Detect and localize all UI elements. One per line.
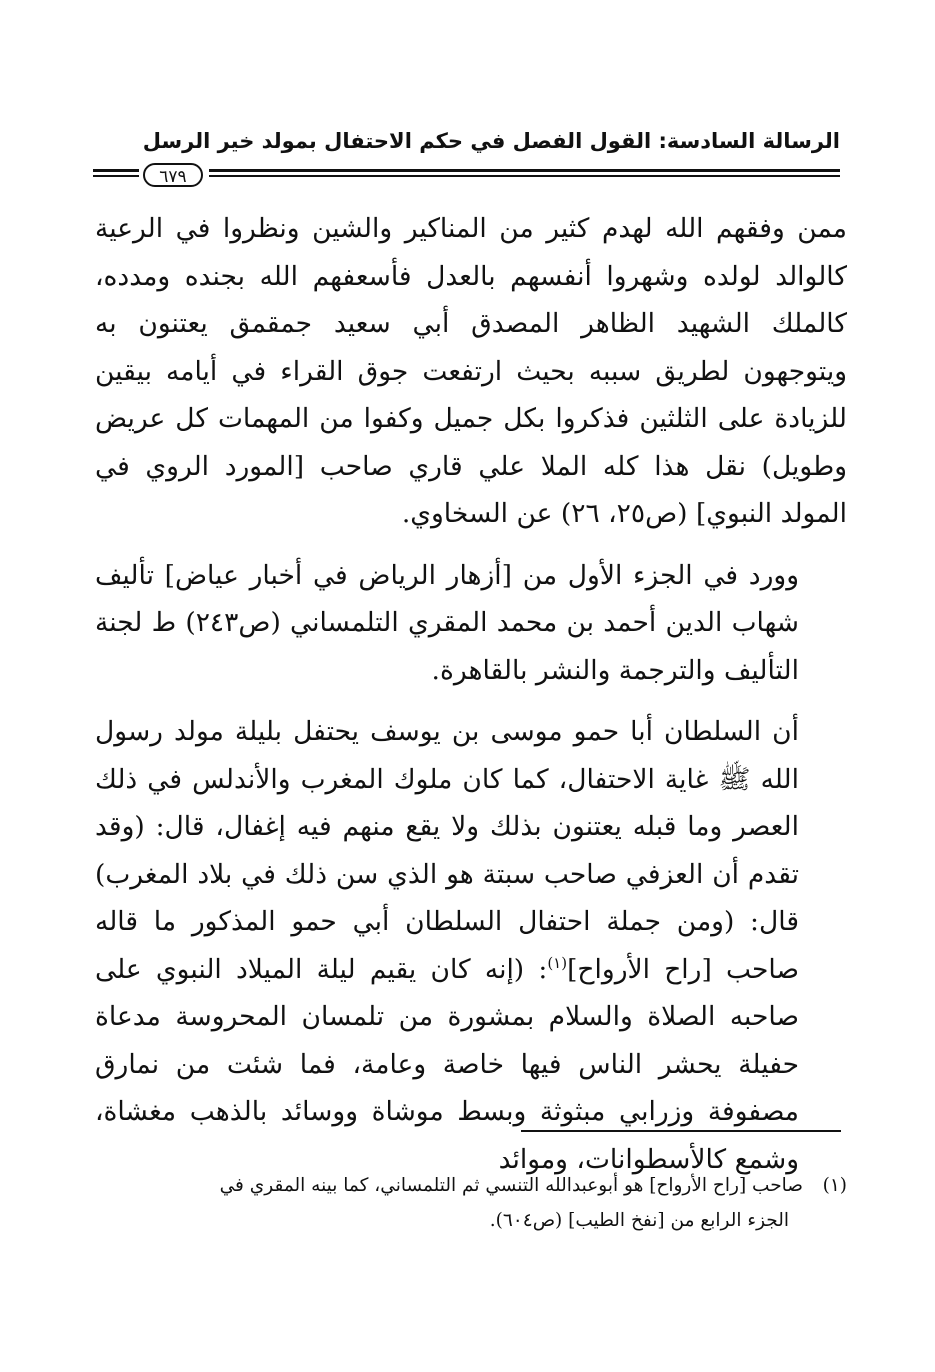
footnote-1	[95, 1168, 847, 1238]
page-number: ٦٧٩	[143, 163, 203, 187]
paragraph-3-part-2: : (إنه كان يقيم ليلة الميلاد النبوي على صاحبه الصلاة والسلام بمشورة من تلمسان المحروسة مدعاة حفيلة يحشر الناس فيها خاصة وعامة، فما شئت من نمارق مصفوفة وزرابي مبثوثة وبسط موشاة ووسائد بالذهب مغشاة، وشمع كالأسطوانات، وموائد	[95, 953, 799, 1175]
running-title: الرسالة السادسة: القول الفصل في حكم الاحتفال بمولد خير الرسل	[142, 129, 840, 153]
rule-left-thin	[93, 175, 139, 177]
rule-left-thick	[93, 169, 139, 172]
main-text	[95, 205, 847, 1183]
header-rule	[93, 163, 840, 189]
footnote-line-2: الجزء الرابع من [نفخ الطيب] (ص٦٠٤).	[489, 1210, 789, 1231]
paragraph-3	[95, 708, 847, 1183]
footnote-line-1	[95, 1168, 847, 1203]
paragraph-2: وورد في الجزء الأول من [أزهار الرياض في أخبار عياض] تأليف شهاب الدين أحمد بن محمد المقري التلمساني (ص٢٤٣) ط لجنة التأليف والترجمة والنشر بالقاهرة.	[95, 559, 800, 686]
footnote-separator	[521, 1130, 841, 1132]
footnote-marker[interactable]: (١)	[547, 953, 568, 972]
rule-right-thin	[209, 175, 840, 177]
paragraph-3-part-1: أن السلطان أبا حمو موسى بن يوسف يحتفل بليلة مولد رسول الله ﷺ غاية الاحتفال، كما كان ملوك المغرب والأندلس في ذلك العصر وما قبله يعتنون بذلك ولا يقع منهم فيه إغفال، قال: (وقد تقدم أن العزفي صاحب سبتة هو الذي سن ذلك في بلاد المغرب) قال: (ومن جملة احتفال السلطان أبي حمو المذكور ما قاله صاحب [راح الأرواح]	[95, 716, 800, 985]
footnote-text-1: صاحب [راح الأرواح] هو أبوعبدالله التنسي ثم التلمساني، كما بينه المقري في	[219, 1175, 803, 1196]
footnote-number: (١)	[822, 1175, 847, 1196]
rule-right-thick	[209, 169, 840, 172]
paragraph-1: ممن وفقهم الله لهدم كثير من المناكير والشين ونظروا في الرعية كالوالد لولده وشهروا أنفسهم بالعدل فأسعفهم الله بجنده ومدده، كالملك الشهيد الظاهر المصدق أبي سعيد جمقمق يعتنون به ويتوجهون لطريق سببه بحيث ارتفعت جوق القراء في أيامه بيقين للزيادة على الثلثين فذكروا بكل جميل وكفوا من المهمات كل عريض وطويل) نقل هذا كله الملا علي قاري صاحب [المورد الروي في المولد النبوي] (ص٢٥، ٢٦) عن السخاوي.	[95, 213, 847, 529]
